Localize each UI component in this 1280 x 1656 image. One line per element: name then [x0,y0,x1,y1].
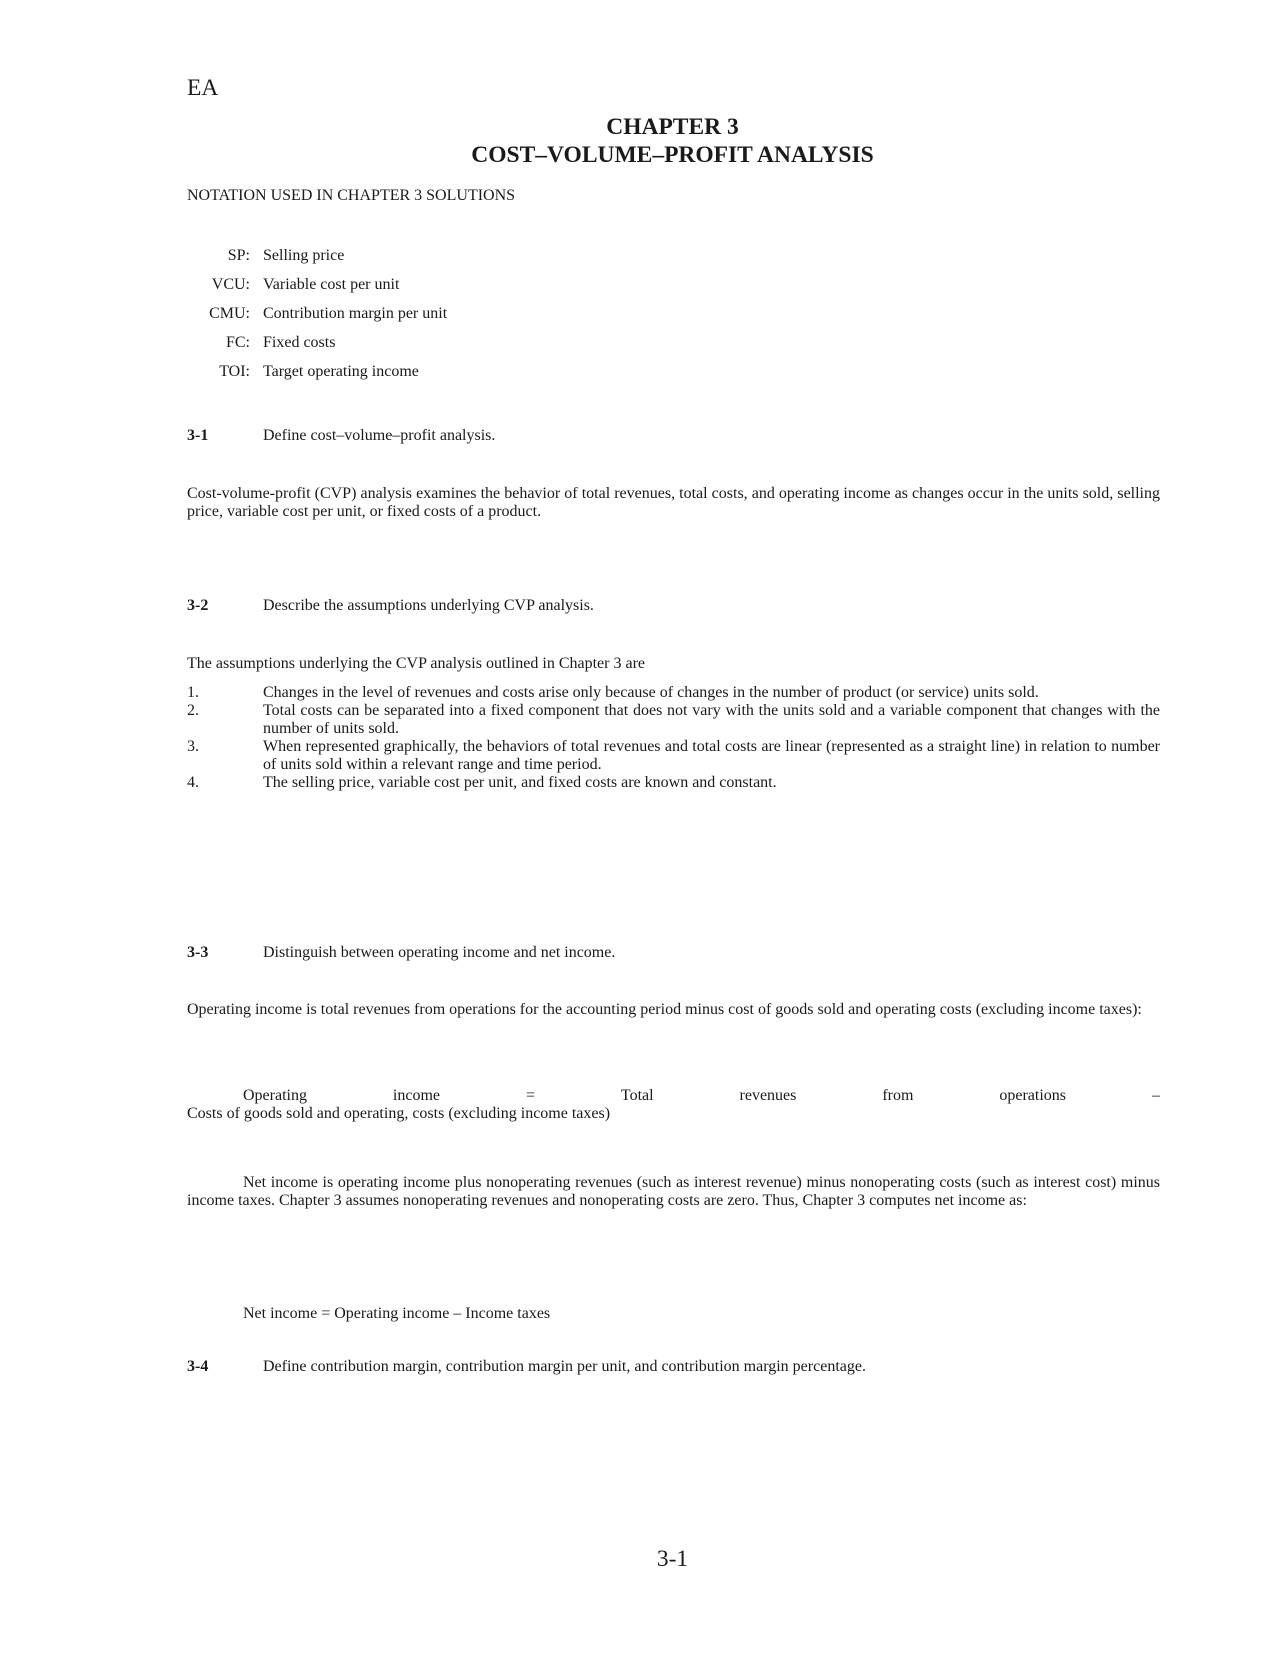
equation-word: Operating [243,1087,307,1104]
notation-key: VCU: [211,276,250,293]
notation-item [187,300,1160,329]
question-3-4 [187,1358,1160,1376]
net-income-paragraph: Net income is operating income plus nonoperating revenues (such as interest revenue) minus nonoperating costs (such as interest cost) minus income taxes. Chapter 3 assumes nonoperating revenues and nonoperating costs are zero. Thus, Chapter 3 computes net income as: [187,1174,1160,1209]
notation-key: FC: [225,334,250,351]
equation-line-2: Costs of goods sold and operating, costs (excluding income taxes) [187,1105,611,1122]
answer-3-3: Operating income is total revenues from operations for the accounting period minus cost of goods sold and operating costs (excluding income taxes): [187,1001,1142,1018]
assumption-list [187,684,1160,792]
list-text: The selling price, variable cost per unit, and fixed costs are known and constant. [263,774,777,791]
question-3-3 [187,944,1160,962]
list-item [187,774,1160,792]
question-text: Describe the assumptions underlying CVP analysis. [263,597,594,614]
notation-item [187,329,1160,358]
list-number: 1. [187,684,199,701]
list-number: 2. [187,702,199,719]
chapter-title [0,113,1280,169]
question-number: 3-2 [187,597,209,614]
chapter-name: COST–VOLUME–PROFIT ANALYSIS [471,142,874,168]
list-number: 3. [187,738,199,755]
list-text: Total costs can be separated into a fixed component that does not vary with the units sold and a variable component that changes with the number of units sold. [263,702,1160,737]
question-number: 3-3 [187,944,209,961]
question-number: 3-1 [187,427,209,444]
question-text: Define cost–volume–profit analysis. [263,427,496,444]
list-item [187,738,1160,774]
question-number: 3-4 [187,1358,209,1375]
chapter-number: CHAPTER 3 [606,114,739,140]
answer-3-2-intro: The assumptions underlying the CVP analysis outlined in Chapter 3 are [187,655,645,672]
equation-word: = [525,1087,535,1104]
equation-line [187,1087,1160,1105]
question-3-1 [187,427,1160,445]
notation-value: Fixed costs [263,334,336,351]
equation-word: Total [620,1087,654,1104]
notation-heading: NOTATION USED IN CHAPTER 3 SOLUTIONS [187,187,516,204]
list-number: 4. [187,774,199,791]
notation-key: TOI: [219,363,250,380]
notation-item [187,271,1160,300]
page-number: 3-1 [656,1546,689,1572]
equation-word: – [1151,1087,1160,1104]
equation-word: income [392,1087,441,1104]
notation-list [187,242,1160,387]
answer-3-1: Cost-volume-profit (CVP) analysis examines the behavior of total revenues, total costs, and operating income as changes occur in the units sold, selling price, variable cost per unit, or fixed costs of a product. [187,485,1160,520]
question-text: Distinguish between operating income and net income. [263,944,616,961]
notation-key: SP: [227,247,250,264]
notation-item [187,358,1160,387]
notation-value: Variable cost per unit [263,276,400,293]
operating-income-equation [187,1087,1160,1123]
notation-value: Selling price [263,247,345,264]
net-income-equation: Net income = Operating income – Income taxes [243,1305,551,1322]
question-text: Define contribution margin, contribution margin per unit, and contribution margin percentage. [263,1358,866,1375]
header-code: EA [187,75,219,101]
list-text: Changes in the level of revenues and costs arise only because of changes in the number of product (or service) units sold. [263,684,1039,701]
list-item [187,684,1160,702]
list-text: When represented graphically, the behaviors of total revenues and total costs are linear (represented as a straight line) in relation to number of units sold within a relevant range and time period. [263,738,1160,773]
notation-item [187,242,1160,271]
equation-word: operations [999,1087,1067,1104]
notation-key: CMU: [209,305,250,322]
question-3-2 [187,597,1160,615]
equation-word: from [882,1087,914,1104]
equation-word: revenues [739,1087,797,1104]
notation-value: Contribution margin per unit [263,305,448,322]
list-item [187,702,1160,738]
notation-value: Target operating income [263,363,419,380]
